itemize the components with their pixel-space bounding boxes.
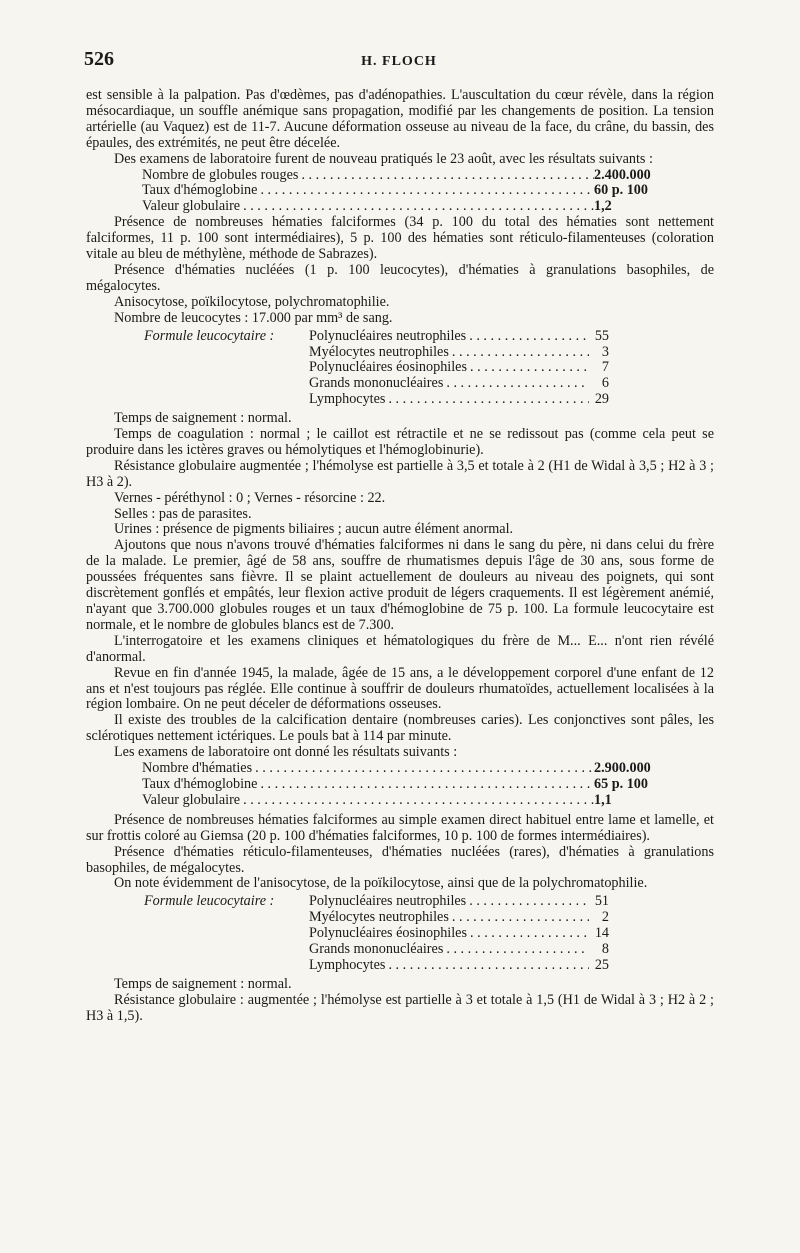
formula-item: Polynucléaires neutrophiles <box>309 327 467 344</box>
paragraph: Temps de saignement : normal. <box>114 410 292 427</box>
paragraph: Des examens de laboratoire furent de nouveau pratiqués le 23 août, avec les résultats suivants : <box>114 150 653 167</box>
lab-results-1 <box>86 168 714 216</box>
paragraph: Ajoutons que nous n'avons trouvé d'hématies falciformes ni dans le sang du père, ni dans celui du frère de la malade. Le premier, âgé de 58 ans, souffre de rhumatismes depuis l'âge de 30 ans, sous forme de poussées fréquentes sans fièvre. Il se plaint actuellement de douleurs au niveau des poignets, qui sont discrètement gonflés et empâtés, leur flexion active produit de légers craquements. Il est légèrement anémié, n'ayant que 3.700.000 globules rouges et un taux d'hémoglobine de 75 p. 100. La formule leucocytaire est normale, et le nombre de globules blancs est de 7.300. <box>86 537 714 633</box>
formula-row <box>309 345 609 361</box>
lab-row <box>142 199 654 215</box>
leader-dots <box>466 894 589 910</box>
lab-label: Valeur globulaire <box>142 198 241 215</box>
lab-label: Nombre d'hématies <box>142 760 253 777</box>
formula-row <box>309 894 609 910</box>
leader-dots <box>467 926 589 942</box>
paragraph: Présence de nombreuses hématies falciformes (34 p. 100 du total des hématies sont nettement falciformes, 11 p. 100 sont intermédiaires), 5 p. 100 des hématies sont réticulo-filamenteuses (coloration vitale au bleu de méthylène, méthode de Sabrazes). <box>86 214 714 263</box>
formula-value: 3 <box>601 343 609 360</box>
leader-dots <box>257 183 594 199</box>
paragraph: Présence de nombreuses hématies falciformes au simple examen direct habituel entre lame et lamelle, et sur frottis coloré au Giemsa (20 p. 100 d'hématies falciformes, 10 p. 100 de formes intermédiaires). <box>86 811 714 844</box>
leader-dots <box>385 958 589 974</box>
formula-value: 51 <box>594 893 609 910</box>
formula-item: Polynucléaires éosinophiles <box>309 925 468 942</box>
lab-label: Nombre de globules rouges <box>142 166 299 183</box>
page-header <box>84 48 714 74</box>
formula-row <box>309 376 609 392</box>
leader-dots <box>449 910 589 926</box>
formula-row <box>309 910 609 926</box>
formula-item: Polynucléaires éosinophiles <box>309 359 468 376</box>
leader-dots <box>443 942 589 958</box>
lab-label: Valeur globulaire <box>142 791 241 808</box>
formula-value: 7 <box>601 359 609 376</box>
formula-value: 29 <box>594 391 609 408</box>
formula-item: Lymphocytes <box>309 391 386 408</box>
running-head: H. FLOCH <box>361 54 437 69</box>
paragraph: Anisocytose, poïkilocytose, polychromatophilie. <box>114 293 390 310</box>
paragraph: Résistance globulaire augmentée ; l'hémolyse est partielle à 3,5 et totale à 2 (H1 de Widal à 3,5 ; H2 à 3 ; H3 à 2). <box>86 457 714 490</box>
leader-dots <box>443 376 589 392</box>
leader-dots <box>466 329 589 345</box>
paragraph: Selles : pas de parasites. <box>114 505 252 522</box>
formula-item: Grands mononucléaires <box>309 941 444 958</box>
formula-row <box>309 392 609 408</box>
leader-dots <box>240 793 594 809</box>
lab-row <box>142 761 654 777</box>
lab-row <box>142 168 654 184</box>
lab-row <box>142 793 654 809</box>
paragraph: Temps de coagulation : normal ; le caillot est rétractile et ne se redissout pas (comme cela peut se produire dans les ictères graves ou hémolytiques et l'hémoglobinurie). <box>86 426 714 458</box>
formula-value: 6 <box>601 375 609 392</box>
leader-dots <box>252 761 594 777</box>
formula-row <box>309 329 609 345</box>
formula-item: Grands mononucléaires <box>309 375 444 392</box>
paragraph: Revue en fin d'année 1945, la malade, âgée de 15 ans, a le développement corporel d'une enfant de 12 ans et n'est toujours pas réglée. Elle continue à souffrir de douleurs rhumatoïdes, actuellement localisées à la région lombaire. On ne peut déceler de déformations osseuses. <box>86 664 714 713</box>
paragraph: Présence d'hématies réticulo-filamenteuses, d'hématies nucléées (rares), d'hématies à granulations basophiles, de mégalocytes. <box>86 843 714 876</box>
lab-value: 2.400.000 <box>594 166 651 183</box>
page-body <box>86 88 714 1025</box>
formula-value: 2 <box>601 909 609 926</box>
leader-dots <box>467 360 589 376</box>
formula-value: 55 <box>594 327 609 344</box>
lab-value: 2.900.000 <box>594 760 651 777</box>
leader-dots <box>298 168 594 184</box>
paragraph: Les examens de laboratoire ont donné les résultats suivants : <box>114 744 458 761</box>
paragraph: Nombre de leucocytes : 17.000 par mm³ de sang. <box>114 309 393 326</box>
paragraph: Présence d'hématies nucléées (1 p. 100 leucocytes), d'hématies à granulations basophiles, de mégalocytes. <box>86 261 714 294</box>
formula-value: 25 <box>594 956 609 973</box>
formula-label: Formule leucocytaire : <box>144 327 275 344</box>
lab-value: 1,2 <box>594 198 612 215</box>
leukocyte-formula-2 <box>144 894 714 974</box>
leader-dots <box>449 345 589 361</box>
formula-item: Myélocytes neutrophiles <box>309 909 449 926</box>
lab-row <box>142 777 654 793</box>
paragraph: On note évidemment de l'anisocytose, de la poïkilocytose, ainsi que de la polychromatophilie. <box>114 875 648 892</box>
formula-item: Lymphocytes <box>309 956 386 973</box>
lab-row <box>142 183 654 199</box>
formula-row <box>309 360 609 376</box>
paragraph: est sensible à la palpation. Pas d'œdèmes, pas d'adénopathies. L'auscultation du cœur révèle, dans la région mésocardiaque, un souffle anémique sans propagation, modifié par les changements de position. La tension artérielle (au Vaquez) est de 11-7. Aucune déformation osseuse au niveau de la face, du crâne, du bassin, des épaules, des extrémités, ne peut être décelée. <box>86 87 714 151</box>
formula-item: Polynucléaires neutrophiles <box>309 893 467 910</box>
leader-dots <box>240 199 594 215</box>
paragraph: Il existe des troubles de la calcification dentaire (nombreuses caries). Les conjonctives sont pâles, les sclérotiques nettement ictériques. Le pouls bat à 114 par minute. <box>86 712 714 745</box>
lab-label: Taux d'hémoglobine <box>142 182 258 199</box>
formula-value: 8 <box>601 941 609 958</box>
paragraph: Urines : présence de pigments biliaires ; aucun autre élément anormal. <box>114 521 514 538</box>
paragraph: Résistance globulaire : augmentée ; l'hémolyse est partielle à 3 et totale à 1,5 (H1 de Widal à 3 ; H2 à 2 ; H3 à 1,5). <box>86 991 714 1024</box>
paragraph: Vernes - péréthynol : 0 ; Vernes - résorcine : 22. <box>114 489 386 506</box>
leader-dots <box>257 777 594 793</box>
lab-value: 60 p. 100 <box>594 182 648 199</box>
leader-dots <box>385 392 589 408</box>
lab-value: 1,1 <box>594 791 612 808</box>
formula-row <box>309 942 609 958</box>
formula-value: 14 <box>594 925 609 942</box>
leukocyte-formula-1 <box>144 329 714 409</box>
formula-row <box>309 926 609 942</box>
lab-label: Taux d'hémoglobine <box>142 775 258 792</box>
formula-label: Formule leucocytaire : <box>144 893 275 910</box>
formula-row <box>309 958 609 974</box>
lab-results-2 <box>86 761 714 809</box>
formula-item: Myélocytes neutrophiles <box>309 343 449 360</box>
page-number: 526 <box>84 48 114 70</box>
lab-value: 65 p. 100 <box>594 775 648 792</box>
paragraph: L'interrogatoire et les examens cliniques et hématologiques du frère de M... E... n'ont rien révélé d'anormal. <box>86 632 714 665</box>
paragraph: Temps de saignement : normal. <box>114 975 292 992</box>
